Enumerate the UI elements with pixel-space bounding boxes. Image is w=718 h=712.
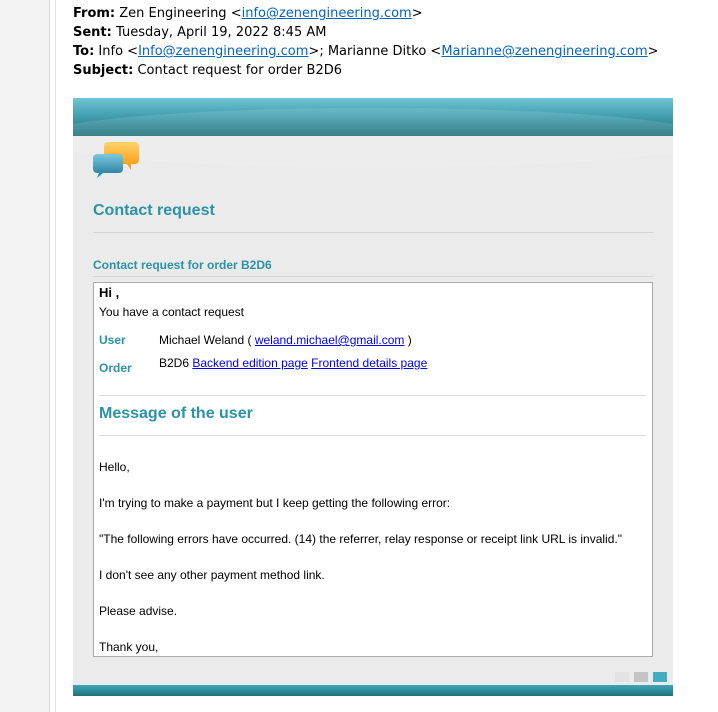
to-name-marianne: >; Marianne Ditko <	[308, 44, 442, 59]
user-email-link[interactable]: weland.michael@gmail.com	[254, 333, 405, 347]
sent-value: Tuesday, April 19, 2022 8:45 AM	[116, 25, 327, 40]
to-label: To:	[73, 44, 95, 59]
greeting: Hi ,	[99, 285, 120, 300]
user-label: User	[99, 333, 126, 347]
message-line: Thank you,	[99, 640, 159, 654]
left-pane-edge	[0, 0, 50, 712]
card-title: Contact request	[93, 202, 215, 219]
to-email-marianne-link[interactable]: Marianne@zenengineering.com	[441, 44, 648, 59]
from-close: >	[411, 6, 423, 21]
from-label: From:	[73, 6, 116, 21]
sent-line	[73, 23, 659, 42]
subject-label: Subject:	[73, 63, 134, 78]
from-name: Zen Engineering <	[119, 6, 242, 21]
intro-text: You have a contact request	[99, 305, 244, 319]
email-card	[73, 98, 673, 696]
divider	[93, 232, 653, 233]
order-label: Order	[99, 361, 132, 375]
divider	[93, 276, 653, 277]
message-line: "The following errors have occurred. (14) the referrer, relay response or receipt link URL is invalid."	[99, 532, 622, 546]
message-line: Please advise.	[99, 604, 178, 618]
message-line: I don't see any other payment method link.	[99, 568, 325, 582]
subject-value: Contact request for order B2D6	[137, 63, 343, 78]
left-pane-divider	[55, 0, 56, 712]
footer-square	[653, 672, 667, 682]
user-name: Michael Weland (	[159, 333, 255, 347]
user-value	[159, 333, 412, 347]
chat-bubbles-icon	[91, 140, 141, 180]
divider	[99, 395, 646, 396]
from-line	[73, 4, 659, 23]
to-email-info-link[interactable]: Info@zenengineering.com	[138, 44, 309, 59]
frontend-details-link[interactable]: Frontend details page	[311, 356, 428, 370]
message-line: Hello,	[99, 460, 130, 474]
divider	[99, 435, 646, 436]
bottom-band	[73, 685, 673, 696]
card-subtitle: Contact request for order B2D6	[93, 258, 272, 272]
request-details-box[interactable]	[93, 282, 653, 657]
to-line	[73, 42, 659, 61]
from-email-link[interactable]: info@zenengineering.com	[241, 6, 412, 21]
sent-label: Sent:	[73, 25, 112, 40]
subject-line	[73, 61, 659, 80]
top-band	[73, 98, 673, 136]
message-line: I'm trying to make a payment but I keep getting the following error:	[99, 496, 451, 510]
message-title: Message of the user	[99, 405, 253, 422]
to-name-info: Info <	[98, 44, 139, 59]
backend-edition-link[interactable]: Backend edition page	[192, 356, 308, 370]
footer-square	[615, 672, 629, 682]
order-value	[159, 356, 427, 370]
order-id: B2D6	[159, 356, 190, 370]
user-close: )	[404, 333, 412, 347]
email-header	[73, 4, 659, 80]
to-close: >	[647, 44, 659, 59]
footer-square	[634, 672, 648, 682]
